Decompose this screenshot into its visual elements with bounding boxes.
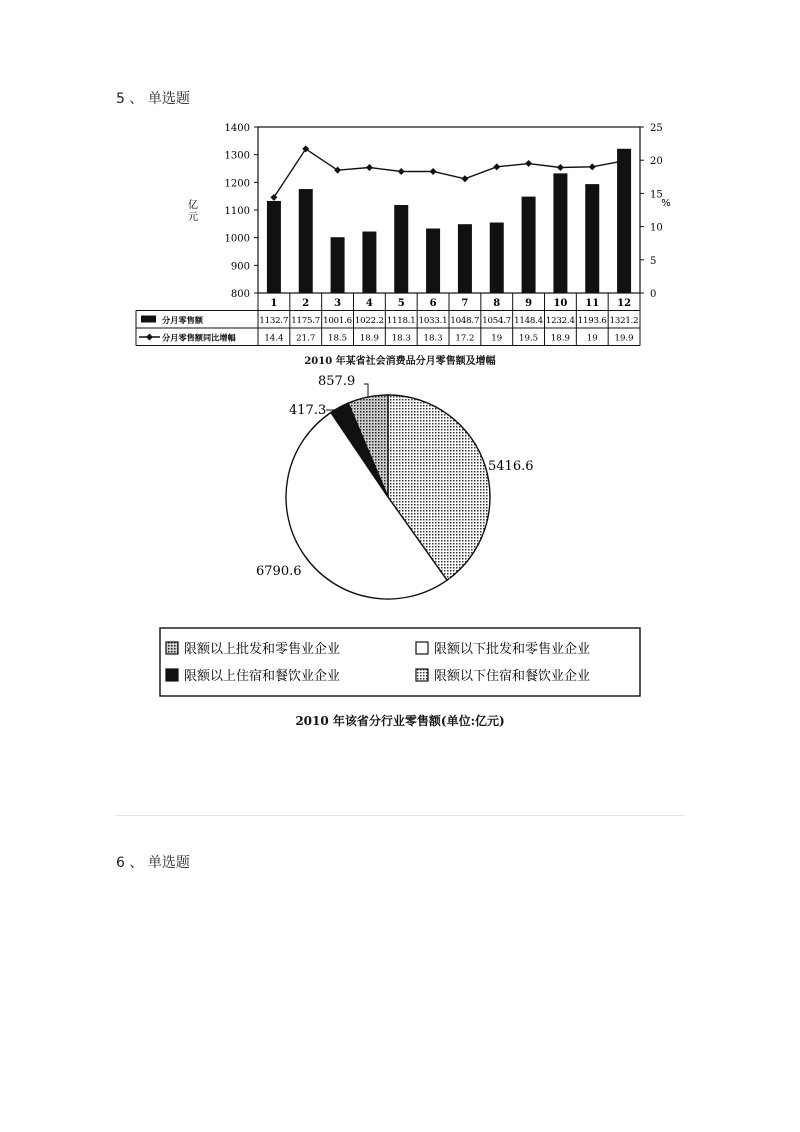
right-axis-label: % bbox=[661, 198, 671, 209]
table-cell: 18.3 bbox=[391, 333, 411, 344]
legend-label: 限额以下住宿和餐饮业企业 bbox=[434, 669, 591, 684]
table-cell: 18.3 bbox=[423, 333, 443, 344]
left-tick-label: 800 bbox=[230, 289, 250, 300]
legend-label: 限额以上住宿和餐饮业企业 bbox=[184, 669, 341, 684]
table-cell: 1232.4 bbox=[545, 316, 575, 326]
category-label: 11 bbox=[585, 298, 600, 309]
right-tick-label: 25 bbox=[650, 123, 663, 134]
legend-swatch bbox=[166, 669, 178, 681]
table-cell: 19 bbox=[586, 333, 598, 344]
category-label: 2 bbox=[302, 298, 310, 309]
right-tick-label: 10 bbox=[650, 222, 663, 234]
section-divider bbox=[116, 815, 684, 816]
table-cell: 1148.4 bbox=[514, 316, 544, 326]
table-cell: 21.7 bbox=[296, 333, 316, 344]
right-tick-label: 15 bbox=[650, 189, 663, 201]
table-cell: 1054.7 bbox=[482, 316, 512, 326]
category-label: 3 bbox=[334, 298, 342, 309]
pie-value-label: 6790.6 bbox=[256, 564, 302, 579]
category-label: 8 bbox=[493, 298, 501, 309]
left-axis-label: 亿 bbox=[188, 200, 198, 211]
legend-label: 限额以下批发和零售业企业 bbox=[434, 642, 591, 657]
leader-line bbox=[364, 384, 368, 398]
combo-chart-title: 2010 年某省社会消费品分月零售额及增幅 bbox=[304, 356, 496, 367]
table-cell: 19.9 bbox=[614, 333, 634, 344]
left-tick-label: 1200 bbox=[224, 178, 250, 190]
question-number: 5 bbox=[116, 91, 125, 107]
category-label: 9 bbox=[525, 298, 533, 309]
category-label: 12 bbox=[617, 298, 632, 309]
category-label: 4 bbox=[365, 298, 373, 309]
table-cell: 1001.6 bbox=[323, 316, 353, 326]
table-cell: 1022.2 bbox=[354, 316, 384, 326]
right-tick-label: 5 bbox=[650, 255, 657, 267]
category-label: 10 bbox=[553, 298, 568, 309]
table-cell: 1175.7 bbox=[291, 316, 321, 326]
pie-chart-title: 2010 年该省分行业零售额(单位:亿元) bbox=[295, 714, 505, 728]
pie-value-label: 5416.6 bbox=[488, 459, 534, 474]
pie-value-label: 857.9 bbox=[318, 374, 356, 389]
left-axis-label: 元 bbox=[188, 212, 198, 223]
table-cell: 14.4 bbox=[264, 333, 284, 344]
legend-label: 限额以上批发和零售业企业 bbox=[184, 642, 341, 657]
table-cell: 1048.7 bbox=[450, 316, 480, 326]
left-tick-label: 1000 bbox=[224, 233, 250, 245]
table-cell: 18.9 bbox=[550, 333, 570, 344]
category-label: 1 bbox=[270, 298, 278, 309]
question-6-heading bbox=[116, 852, 190, 872]
category-label: 7 bbox=[461, 298, 469, 309]
pie-value-label: 417.3 bbox=[289, 403, 327, 418]
question-separator: 、 bbox=[129, 91, 144, 107]
legend-swatch bbox=[416, 642, 428, 654]
table-cell: 1118.1 bbox=[386, 316, 416, 326]
legend-swatch bbox=[166, 642, 178, 654]
table-cell: 19.5 bbox=[519, 333, 539, 344]
legend-swatch bbox=[416, 669, 428, 681]
table-cell: 18.9 bbox=[359, 333, 379, 344]
left-tick-label: 1300 bbox=[224, 150, 250, 162]
question-type: 单选题 bbox=[147, 91, 190, 107]
pie-legend-box bbox=[160, 628, 640, 696]
table-cell: 1193.6 bbox=[577, 316, 607, 326]
left-tick-label: 900 bbox=[230, 261, 250, 273]
table-cell: 19 bbox=[491, 333, 503, 344]
left-tick-label: 1400 bbox=[224, 123, 250, 134]
table-cell: 1132.7 bbox=[259, 316, 289, 326]
category-label: 6 bbox=[429, 298, 437, 309]
right-tick-label: 20 bbox=[650, 156, 663, 168]
table-row-label: 分月零售额同比增幅 bbox=[162, 332, 236, 343]
question-number: 6 bbox=[116, 855, 125, 871]
table-cell: 17.2 bbox=[455, 333, 475, 344]
table-cell: 1033.1 bbox=[418, 316, 448, 326]
question-separator: 、 bbox=[129, 855, 144, 871]
left-tick-label: 1100 bbox=[224, 206, 250, 217]
table-cell: 1321.2 bbox=[609, 316, 639, 326]
table-cell: 18.5 bbox=[328, 333, 348, 344]
category-label: 5 bbox=[397, 298, 405, 309]
question-type: 单选题 bbox=[147, 855, 190, 871]
right-tick-label: 0 bbox=[650, 289, 657, 300]
table-row-label: 分月零售额 bbox=[162, 315, 203, 325]
